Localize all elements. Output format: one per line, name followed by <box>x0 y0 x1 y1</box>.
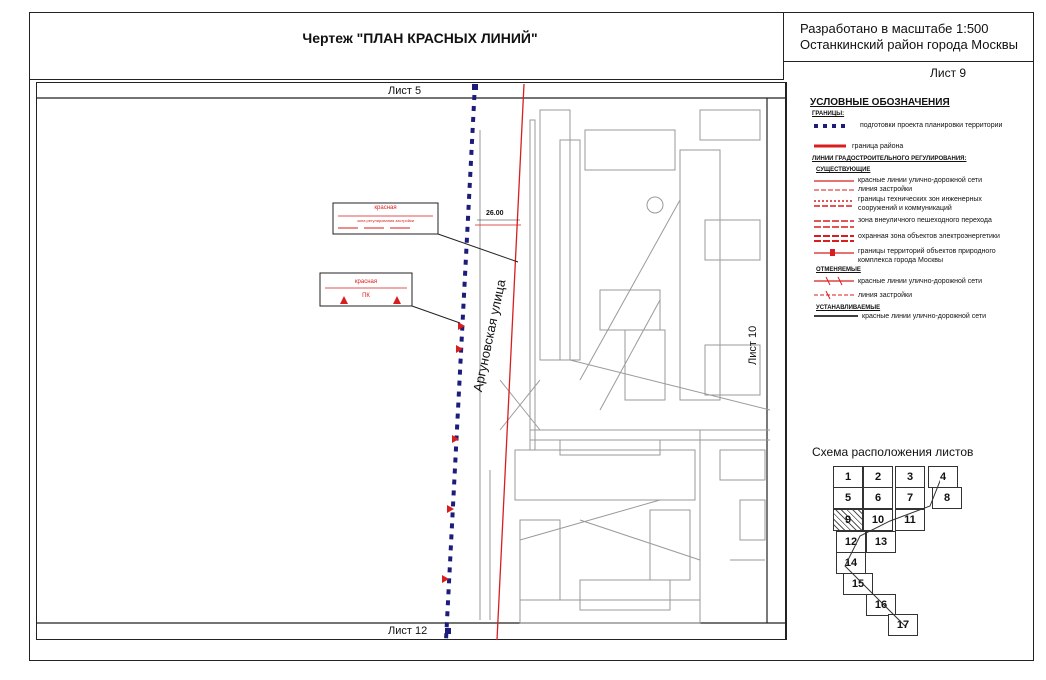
scheme-cell-7: 7 <box>895 487 925 509</box>
drawing-title: Чертеж "ПЛАН КРАСНЫХ ЛИНИЙ" <box>302 30 538 46</box>
callout2-bottom: ПК <box>362 293 370 299</box>
red-lines <box>322 84 524 640</box>
callout1-bottom: зона регулирования застройки <box>357 218 414 223</box>
sheet-top-label: Лист 5 <box>388 85 422 97</box>
scheme-cell-16: 16 <box>866 594 896 616</box>
legend-natural-2: комплекса города Москвы <box>858 257 944 264</box>
scheme-title: Схема расположения листов <box>812 445 974 459</box>
scheme-route <box>830 466 940 646</box>
scheme-cell-11: 11 <box>895 509 925 531</box>
callout1-top: красная <box>374 205 397 211</box>
legend-established-header: УСТАНАВЛИВАЕМЫЕ <box>816 305 881 311</box>
scheme-cell-12: 12 <box>836 531 866 553</box>
legend-title: УСЛОВНЫЕ ОБОЗНАЧЕНИЯ <box>810 97 950 108</box>
scheme-cell-2: 2 <box>863 466 893 488</box>
scheme-cell-3: 3 <box>895 466 925 488</box>
legend-tech-zones-2: сооружений и коммуникаций <box>858 205 952 212</box>
legend-regulation-header: ЛИНИИ ГРАДОСТРОИТЕЛЬНОГО РЕГУЛИРОВАНИЯ: <box>812 156 967 162</box>
scheme-cell-9-current: 9 <box>833 509 863 531</box>
project-boundary <box>446 84 475 640</box>
sheet-bottom-label: Лист 12 <box>388 625 428 637</box>
scheme-cell-10: 10 <box>863 509 893 531</box>
sheet-number: Лист 9 <box>930 66 967 80</box>
scheme-cell-1: 1 <box>833 466 863 488</box>
sheet-right-label: Лист 10 <box>747 325 759 365</box>
scheme-cell-6: 6 <box>863 487 893 509</box>
legend-boundary-district: граница района <box>852 143 904 150</box>
scale-note: Разработано в масштабе 1:500 <box>800 21 989 36</box>
street-name: Аргуновская улица <box>470 278 509 394</box>
legend-natural-1: границы территорий объектов природного <box>858 248 996 255</box>
scheme-cell-8: 8 <box>932 487 962 509</box>
scheme-cell-15: 15 <box>843 573 873 595</box>
scheme-cell-17: 17 <box>888 614 918 636</box>
legend-power-zone: охранная зона объектов электроэнергетики <box>858 233 1000 240</box>
scheme-cell-4: 4 <box>928 466 958 488</box>
legend-crossing-zone: зона внеуличного пешеходного перехода <box>858 217 992 224</box>
legend-cancelled-header: ОТМЕНЯЕМЫЕ <box>816 267 861 273</box>
legend-tech-zones-1: границы технических зон инженерных <box>858 196 982 203</box>
legend-boundary-project: подготовки проекта планировки территории <box>860 122 1003 129</box>
district-name: Останкинский район города Москвы <box>800 37 1018 52</box>
legend-cancelled-building-line: линия застройки <box>858 292 912 299</box>
scheme-cell-14: 14 <box>836 552 866 574</box>
legend-existing-red-lines: красные линии улично-дорожной сети <box>858 177 983 184</box>
legend-existing-building-line: линия застройки <box>858 186 912 193</box>
legend-established-red-lines: красные линии улично-дорожной сети <box>862 313 987 320</box>
scheme-cell-13: 13 <box>866 531 896 553</box>
dimension-label: 26.00 <box>486 210 504 217</box>
scheme-cell-5: 5 <box>833 487 863 509</box>
legend-boundaries-header: ГРАНИЦЫ: <box>812 111 845 117</box>
legend-existing-header: СУЩЕСТВУЮЩИЕ <box>816 167 871 173</box>
legend-cancelled-red-lines: красные линии улично-дорожной сети <box>858 278 983 285</box>
buildings <box>480 110 770 623</box>
callout2-top: красная <box>354 279 378 285</box>
